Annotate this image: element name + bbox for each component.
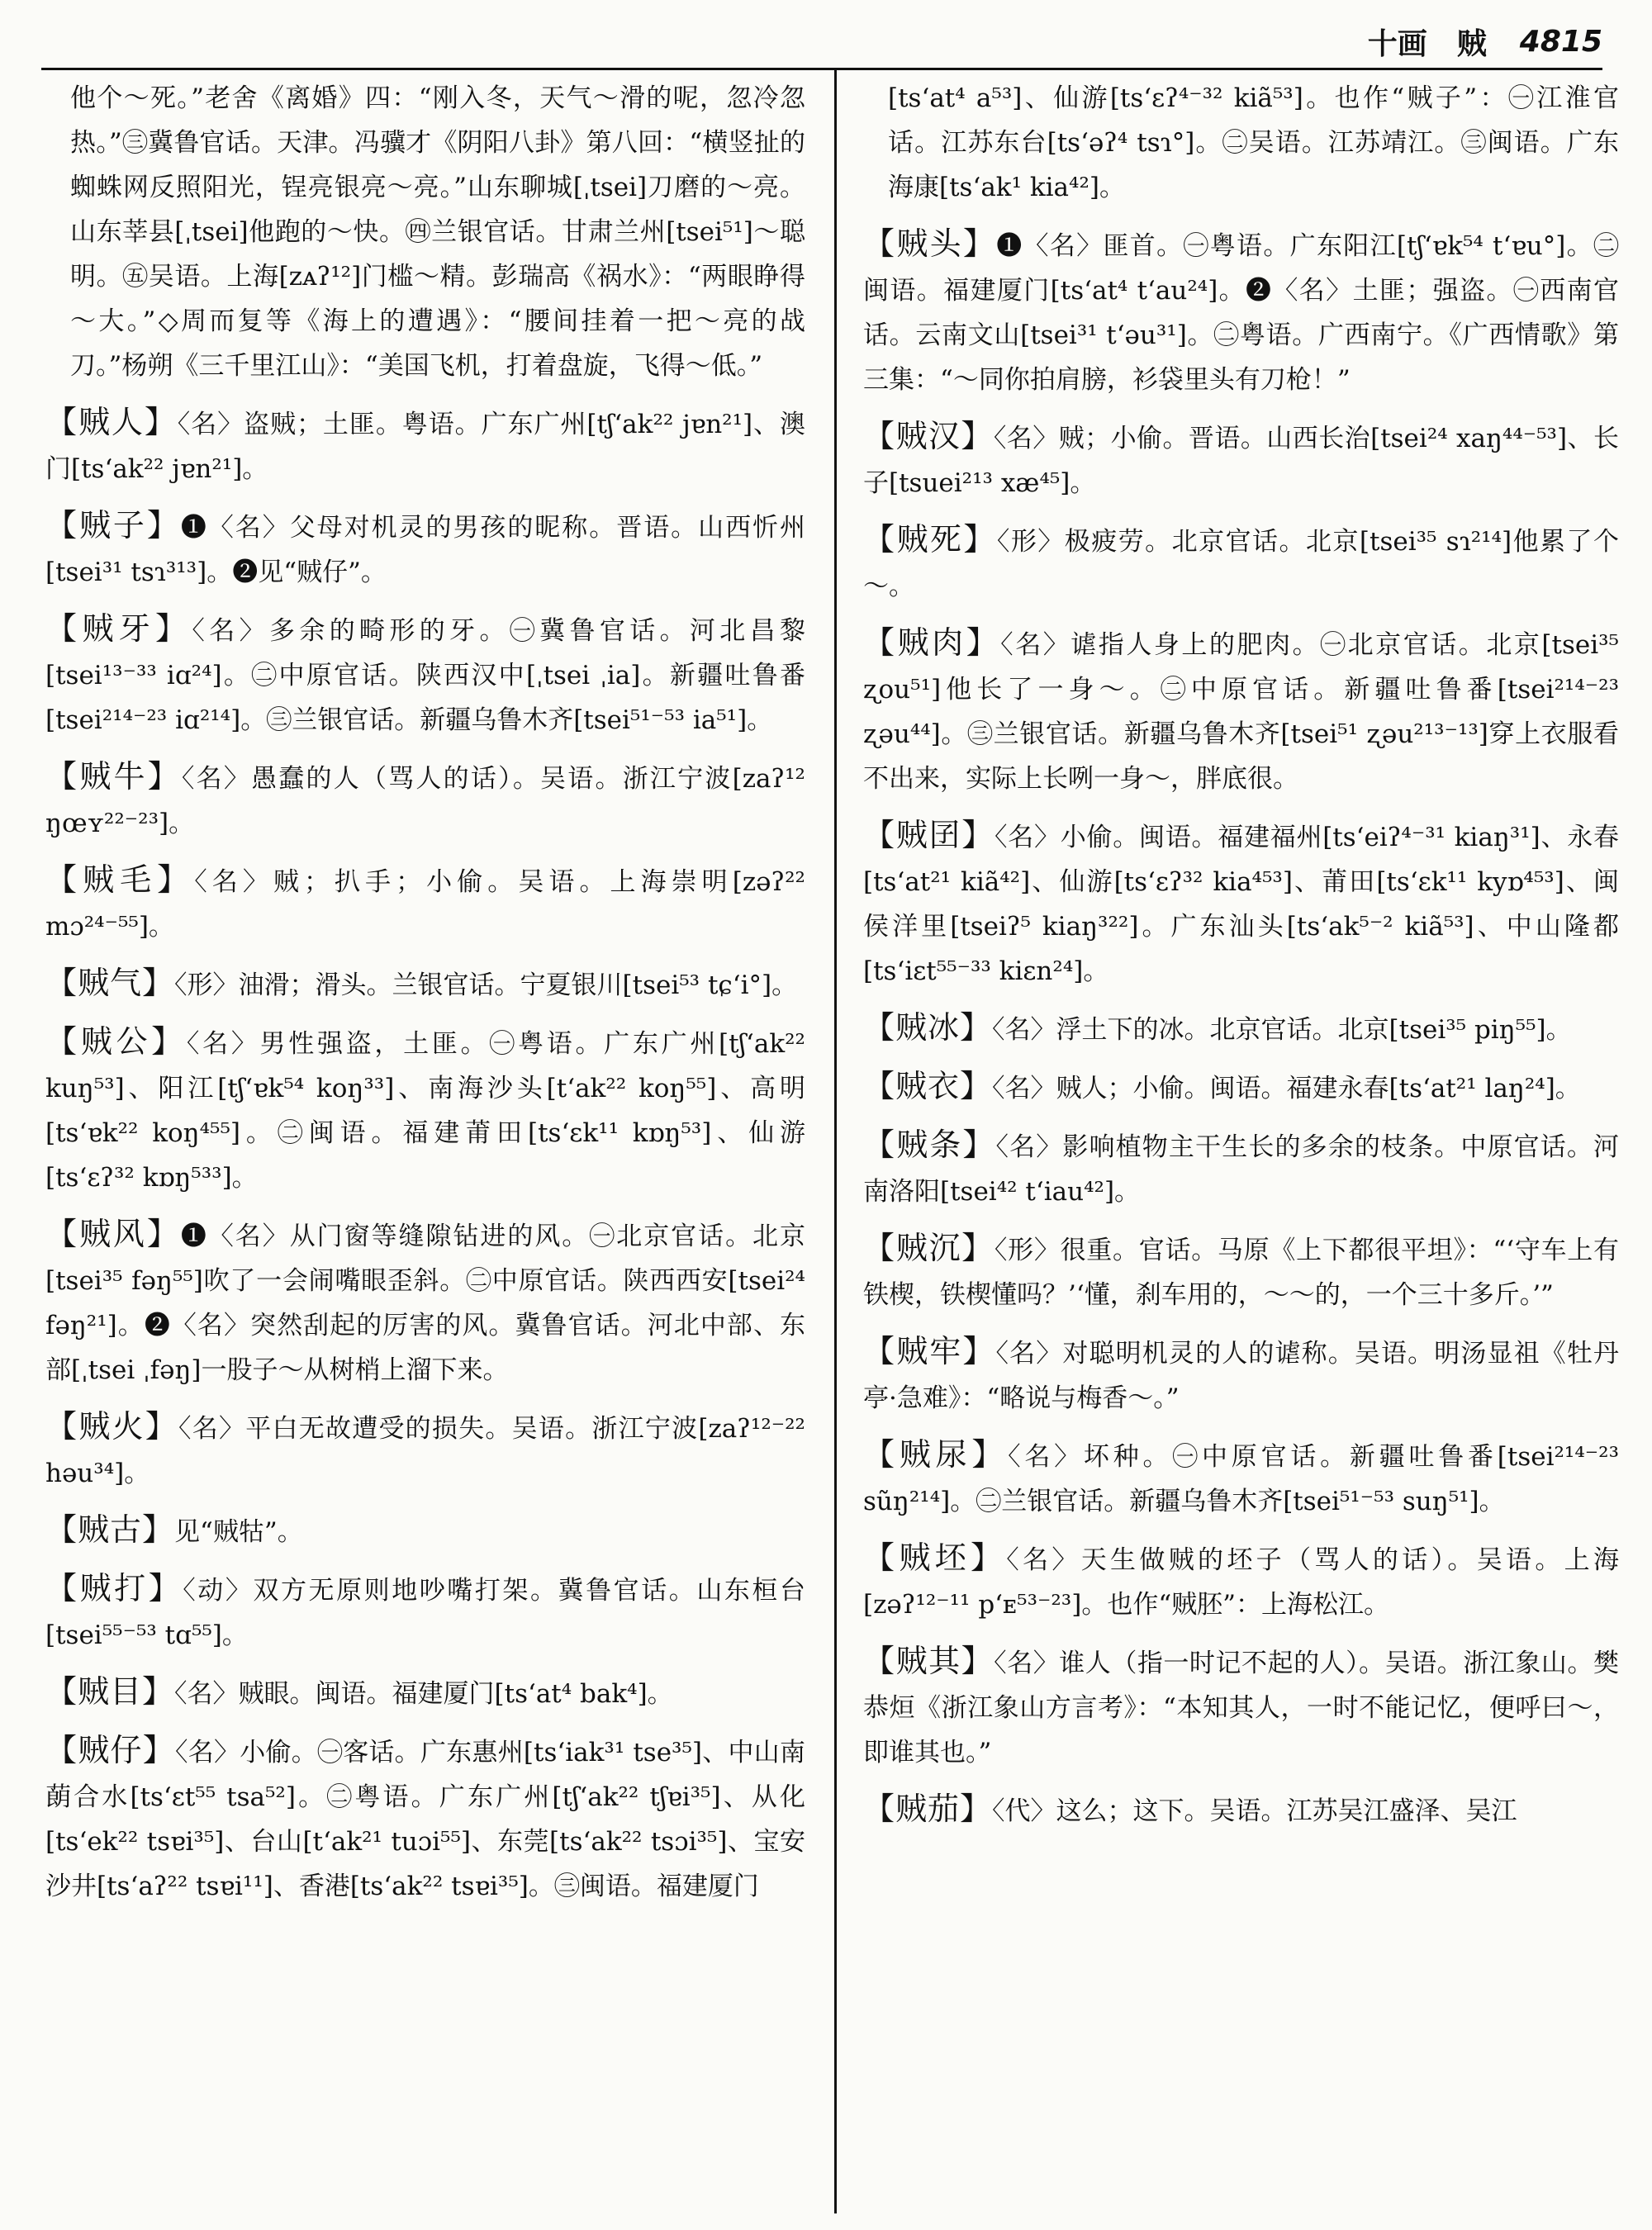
dictionary-entry (863, 517, 1619, 609)
entry-definition: ❶〈名〉从门窗等缝隙钻进的风。㊀北京官话。北京[tsei³⁵ fəŋ⁵⁵]吹了一会闹嘴眼歪斜。㊁中原官话。陕西西安[tsei²⁴ fəŋ²¹]。❷〈名〉突然刮起的厉害的风。冀鲁官话。河北中部、东部[ˌtsei ˌfəŋ]一股子～从树梢上溜下来。 (45, 1222, 805, 1385)
entry-headword: 【贼子】 (45, 507, 181, 543)
entry-definition: 〈形〉很重。官话。马原《上下都很平坦》：“‘守车上有铁楔，铁楔懂吗？’‘懂，刹车用的，～～的，一个三十多斤。’” (863, 1236, 1619, 1310)
dictionary-entry (863, 221, 1619, 402)
dictionary-entry (45, 606, 805, 743)
entry-headword: 【贼汉】 (863, 418, 994, 454)
dictionary-entry (45, 1212, 805, 1393)
entry-headword: 【贼仔】 (45, 1732, 175, 1768)
entry-headword: 【贼肉】 (863, 624, 1001, 661)
entry-definition: 〈名〉盗贼；土匪。粤语。广东广州[tʃʻak²² jɐn²¹]、澳门[tsʻak²² jɐn²¹]。 (45, 410, 805, 484)
entry-definition: 〈名〉多余的畸形的牙。㊀冀鲁官话。河北昌黎[tsei¹³⁻³³ iɑ²⁴]。㊁中原官话。陕西汉中[ˌtsei ˌia]。新疆吐鲁番[tsei²¹⁴⁻²³ iɑ²¹⁴]。㊂兰银官话。新疆乌鲁木齐[tsei⁵¹⁻⁵³ ia⁵¹]。 (45, 616, 805, 735)
entry-headword: 【贼牙】 (45, 610, 192, 647)
entry-headword: 【贼公】 (45, 1023, 187, 1060)
dictionary-entry (45, 1566, 805, 1658)
entry-definition: 〈名〉天生做贼的坯子（骂人的话）。吴语。上海[zəʔ¹²⁻¹¹ pʻᴇ⁵³⁻²³]。也作“贼胚”：上海松江。 (863, 1545, 1619, 1620)
dictionary-entry (863, 620, 1619, 801)
entry-definition: 〈代〉这么；这下。吴语。江苏吴江盛泽、吴江 (992, 1796, 1517, 1826)
entry-headword: 【贼冰】 (863, 1009, 993, 1046)
entry-definition: 〈名〉贼眼。闽语。福建厦门[tsʻat⁴ bak⁴]。 (174, 1679, 673, 1709)
header-rule (41, 68, 1602, 70)
entry-definition: 他个～死。”老舍《离婚》四：“刚入冬，天气～滑的呢，忽冷忽热。”㊂冀鲁官话。天津。冯骥才《阴阳八卦》第八回：“横竖扯的蜘蛛网反照阳光，锃亮银亮～亮。”山东聊城[ˌtsei]刀磨的～亮。山东莘县[ˌtsei]他跑的～快。㊃兰银官话。甘肃兰州[tsei⁵¹]～聪明。㊄吴语。上海[zᴀʔ¹²]门槛～精。彭瑞高《祸水》：“两眼睁得～大。”◇周而复等《海上的遭遇》：“腰间挂着一把～亮的战刀。”杨朔《三千里江山》：“美国飞机，打着盘旋，飞得～低。” (70, 83, 805, 381)
dictionary-entry (45, 1669, 805, 1716)
page-number: 4815 (1519, 24, 1602, 59)
dictionary-entry (863, 1005, 1619, 1052)
entry-headword: 【贼其】 (863, 1643, 995, 1679)
entry-headword: 【贼人】 (45, 404, 178, 440)
entry-definition: 〈名〉坏种。㊀中原官话。新疆吐鲁番[tsei²¹⁴⁻²³ sũŋ²¹⁴]。㊁兰银官话。新疆乌鲁木齐[tsei⁵¹⁻⁵³ suŋ⁵¹]。 (863, 1442, 1619, 1516)
column-divider (834, 69, 837, 2213)
entry-definition: 〈名〉平白无故遭受的损失。吴语。浙江宁波[zaʔ¹²⁻²² həu³⁴]。 (45, 1414, 805, 1488)
dictionary-entry (45, 857, 805, 949)
left-column (45, 76, 805, 2213)
dictionary-entry (45, 503, 805, 595)
entry-headword: 【贼头】 (863, 225, 997, 262)
entry-headword: 【贼沉】 (863, 1230, 995, 1266)
entry-headword: 【贼风】 (45, 1216, 181, 1252)
dictionary-entry (863, 1329, 1619, 1421)
entry-headword: 【贼气】 (45, 965, 175, 1001)
entry-headword: 【贼目】 (45, 1673, 175, 1710)
dictionary-entry (45, 1507, 805, 1554)
dictionary-entry (863, 1226, 1619, 1317)
entry-definition: 〈名〉贼；扒手；小偷。吴语。上海崇明[zəʔ²² mɔ²⁴⁻⁵⁵]。 (45, 867, 805, 942)
entry-headword: 【贼火】 (45, 1408, 178, 1445)
entry-headword: 【贼尿】 (863, 1436, 1009, 1473)
entry-definition: 〈名〉浮土下的冰。北京官话。北京[tsei³⁵ piŋ⁵⁵]。 (992, 1015, 1572, 1045)
entry-definition: 〈名〉贼；小偷。晋语。山西长治[tsei²⁴ xaŋ⁴⁴⁻⁵³]、长子[tsuei²¹³ xæ⁴⁵]。 (863, 424, 1619, 498)
page-header (50, 18, 1602, 64)
dictionary-entry (863, 1639, 1619, 1775)
entry-headword: 【贼毛】 (45, 861, 195, 898)
dictionary-entry (863, 1432, 1619, 1524)
entry-definition: [tsʻat⁴ a⁵³]、仙游[tsʻɛʔ⁴⁻³² kiã⁵³]。也作“贼子”：㊀江淮官话。江苏东台[tsʻəʔ⁴ tsɿ°]。㊁吴语。江苏靖江。㊂闽语。广东海康[tsʻak¹ kia⁴²]。 (888, 83, 1619, 202)
dictionary-entry (863, 1535, 1619, 1627)
entry-definition: 〈名〉小偷。㊀客话。广东惠州[tsʻiak³¹ tse³⁵]、中山南蓢合水[tsʻɛt⁵⁵ tsa⁵²]。㊁粤语。广东广州[tʃʻak²² tʃɐi³⁵]、从化[tsʻek²² tsɐi³⁵]、台山[tʻak²¹ tuɔi⁵⁵]、东莞[tsʻak²² tsɔi³⁵]、宝安沙井[tsʻaʔ²² tsɐi¹¹]、香港[tsʻak²² tsɐi³⁵]。㊂闽语。福建厦门 (45, 1738, 805, 1901)
entry-headword: 【贼衣】 (863, 1068, 993, 1104)
dictionary-entry (863, 1064, 1619, 1111)
dictionary-entry (863, 414, 1619, 505)
entry-definition: ❶〈名〉父母对机灵的男孩的昵称。晋语。山西忻州[tsei³¹ tsɿ³¹³]。❷见“贼仔”。 (45, 513, 805, 587)
entry-definition: 〈形〉极疲劳。北京官话。北京[tsei³⁵ sɿ²¹⁴]他累了个～。 (863, 527, 1619, 601)
entry-headword: 【贼古】 (45, 1511, 175, 1548)
entry-definition: 〈名〉男性强盗，土匪。㊀粤语。广东广州[tʃʻak²² kuŋ⁵³]、阳江[tʃʻɐk⁵⁴ koŋ³³]、南海沙头[tʻak²² koŋ⁵⁵]、高明[tsʻɐk²² koŋ⁴⁵⁵]。㊁闽语。福建莆田[tsʻɛk¹¹ kɒŋ⁵³]、仙游[tsʻɛʔ³² kɒŋ⁵³³]。 (45, 1029, 805, 1193)
dictionary-entry (45, 754, 805, 846)
dictionary-entry (45, 961, 805, 1008)
entry-definition: 〈名〉愚蠢的人（骂人的话）。吴语。浙江宁波[zaʔ¹² ŋœʏ²²⁻²³]。 (45, 764, 805, 838)
entry-definition: 〈名〉影响植物主干生长的多余的枝条。中原官话。河南洛阳[tsei⁴² tʻiau⁴²]。 (863, 1132, 1619, 1207)
entry-definition: 〈动〉双方无原则地吵嘴打架。冀鲁官话。山东桓台[tsei⁵⁵⁻⁵³ tɑ⁵⁵]。 (45, 1576, 805, 1650)
entry-definition: 〈形〉油滑；滑头。兰银官话。宁夏银川[tsei⁵³ tɕʻi°]。 (174, 970, 798, 1000)
entry-definition: 〈名〉贼人；小偷。闽语。福建永春[tsʻat²¹ laŋ²⁴]。 (992, 1074, 1581, 1103)
dictionary-entry (863, 1786, 1619, 1834)
dictionary-entry (863, 813, 1619, 994)
entry-headword: 【贼坯】 (863, 1540, 1007, 1576)
entry-definition: 〈名〉对聪明机灵的人的谑称。吴语。明汤显祖《牡丹亭·急难》：“略说与梅香～。” (863, 1339, 1619, 1413)
dictionary-entry (863, 76, 1619, 210)
running-title: 十画 贼 (1367, 26, 1487, 61)
entry-definition: 见“贼牯”。 (174, 1517, 303, 1547)
entry-headword: 【贼牛】 (45, 758, 182, 795)
right-column (863, 76, 1619, 2213)
entry-headword: 【贼死】 (863, 521, 997, 558)
dictionary-entry (45, 400, 805, 491)
entry-headword: 【贼囝】 (863, 817, 995, 853)
entry-definition: ❶〈名〉匪首。㊀粤语。广东阳江[tʃʻɐk⁵⁴ tʻɐu°]。㊁闽语。福建厦门[tsʻat⁴ tʻau²⁴]。❷〈名〉土匪；强盗。㊀西南官话。云南文山[tsei³¹ tʻəu³¹]。㊁粤语。广西南宁。《广西情歌》第三集：“～同你拍肩膀，衫袋里头有刀枪！” (863, 231, 1619, 395)
dictionary-entry (45, 1019, 805, 1200)
entry-headword: 【贼牢】 (863, 1333, 996, 1369)
entry-headword: 【贼打】 (45, 1570, 183, 1606)
entry-definition: 〈名〉谑指人身上的肥肉。㊀北京官话。北京[tsei³⁵ ʐou⁵¹]他长了一身～。㊁中原官话。新疆吐鲁番[tsei²¹⁴⁻²³ ʐəu⁴⁴]。㊂兰银官话。新疆乌鲁木齐[tsei⁵¹ ʐəu²¹³⁻¹³]穿上衣服看不出来，实际上长咧一身～，胖底很。 (863, 630, 1619, 794)
dictionary-entry (45, 1728, 805, 1909)
dictionary-entry (45, 76, 805, 388)
entry-definition: 〈名〉谁人（指一时记不起的人）。吴语。浙江象山。樊恭烜《浙江象山方言考》：“本知其人，一时不能记忆，便呼曰～，即谁其也。” (863, 1649, 1619, 1767)
entry-headword: 【贼茄】 (863, 1791, 993, 1827)
entry-definition: 〈名〉小偷。闽语。福建福州[tsʻeiʔ⁴⁻³¹ kiaŋ³¹]、永春[tsʻat²¹ kiã⁴²]、仙游[tsʻɛʔ³² kia⁴⁵³]、莆田[tsʻɛk¹¹ kyɒ⁴⁵³]、闽侯洋里[tseiʔ⁵ kiaŋ³²²]。广东汕头[tsʻak⁵⁻² kiã⁵³]、中山隆都[tsʻiɛt⁵⁵⁻³³ kiɛn²⁴]。 (863, 823, 1619, 986)
dictionary-entry (863, 1122, 1619, 1214)
dictionary-entry (45, 1404, 805, 1496)
entry-headword: 【贼条】 (863, 1127, 996, 1163)
